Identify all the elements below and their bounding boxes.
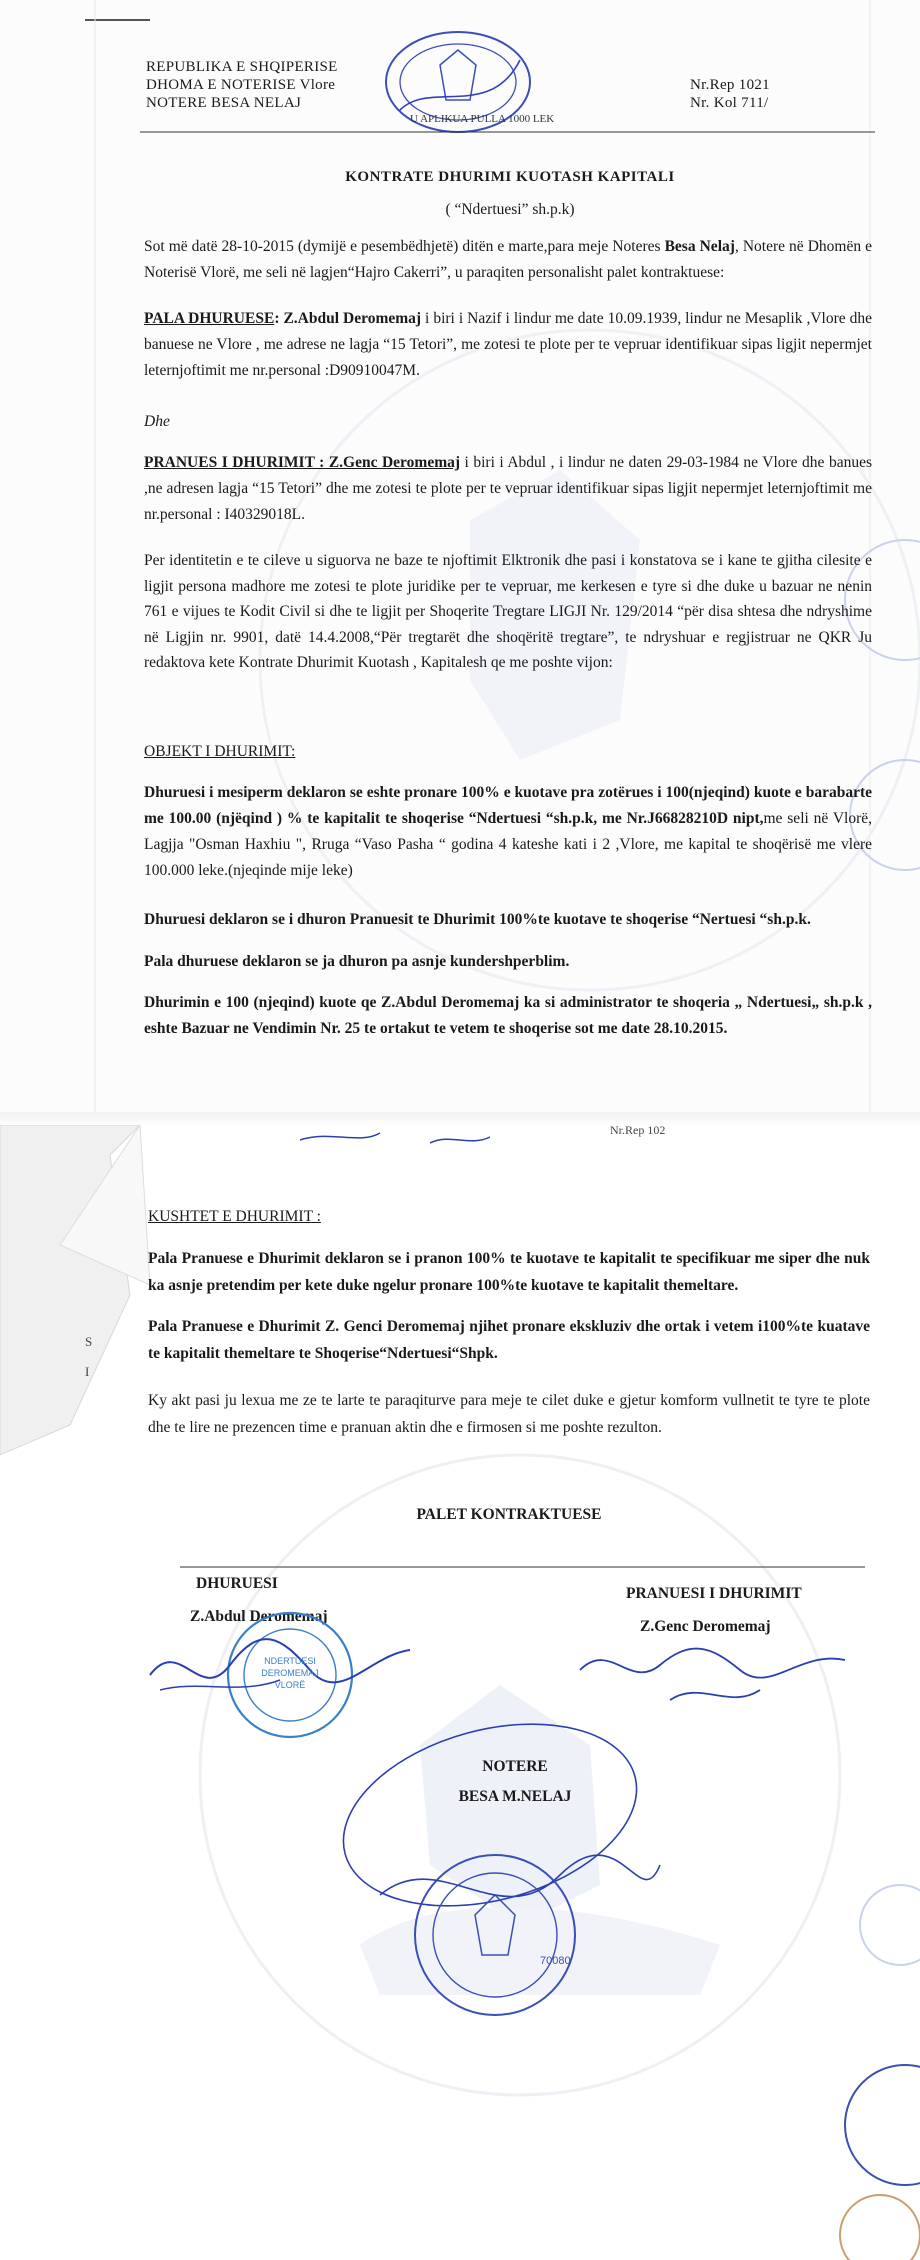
parties-heading: PALET KONTRAKTUESE [416, 1506, 602, 1523]
notary-signature-name: BESA M.NELAJ [458, 1788, 572, 1805]
intro-paragraph [144, 234, 872, 286]
page-separator [0, 1112, 920, 1126]
header-rule [140, 130, 880, 134]
notary-stamp-number: 70080 [540, 1955, 571, 1967]
donor-name: : Z.Abdul Deromemaj [274, 310, 422, 327]
header-left [146, 58, 338, 112]
object-paragraph-4: Dhurimin e 100 (njeqind) kuote qe Z.Abdul Deromemaj ka si administrator te shoqeria „ Ndertuesi„ sh.p.k , eshte Bazuar ne Vendimin Nr. 25 te ortakut te vetem te shoqerise sot me date 28.10.2015. [144, 994, 872, 1037]
page2-rep-fragment: Nr.Rep 102 [610, 1125, 666, 1137]
header-rep-number: Nr.Rep 1021 [690, 77, 770, 93]
margin-fragment-i: I [85, 1364, 90, 1379]
conditions-paragraph-1: Pala Pranuese e Dhurimit deklaron se i pranon 100% te kuotave te kapitalit te specifikuar me siper dhe nuk ka asnje pretendim per kete duke ngelur pronare 100%te kuotave te kapitalit themeltare. [148, 1250, 870, 1294]
donor-paragraph [144, 306, 872, 384]
header-kol-number: Nr. Kol 711/ [690, 95, 769, 111]
header-notary: NOTERE BESA NELAJ [146, 95, 302, 111]
intro-text-2: , Notere në Dhomën e Noterisë Vlorë, me seli në lagjen“Hajro Cakerri”, u paraqiten personalisht palet kontraktuese: [144, 238, 872, 281]
contract-title: KONTRATE DHURIMI KUOTASH KAPITALI [345, 169, 675, 185]
company-stamp-text: NDERTUESI DEROMEMAJ VLORË [261, 1656, 319, 1690]
recipient-text: i biri i Abdul , i lindur ne daten 29-03-1984 ne Vlore dhe banues ,ne adresen lagja “15 Tetori” dhe me zotesi te plote per te vepruar identifikuar sipas ligjit nepermjet leternjoftimit me nr.personal : I40329018L. [144, 454, 872, 523]
object-paragraph-2: Dhuruesi deklaron se i dhuron Pranuesit te Dhurimit 100%te kuotave te shoqerise “Nertuesi “sh.p.k. [144, 911, 811, 928]
donor-label: PALA DHURUESE [144, 310, 275, 327]
object-paragraph-1 [144, 780, 872, 884]
donor-signature-name: Z.Abdul Deromemaj [190, 1608, 328, 1625]
recipient-paragraph [144, 450, 872, 528]
object-ownership-text: Dhuruesi i mesiperm deklaron se eshte pronare 100% e kuotave pra zotërues i 100(njeqind) kuote e barabarte me 100.00 (njëqind ) % te kapitalit te shoqerise “Ndertuesi “sh.p.k, me Nr.J66828210D nipt, [144, 784, 872, 827]
closing-paragraph: Ky akt pasi ju lexua me ze te larte te paraqiturve para meje te cilet duke e gjetur komform vullnetit te tyre te plote dhe te lire ne prezencen time e pranuan aktin dhe e firmosen si me poshte rezulton. [148, 1392, 870, 1436]
object-heading: OBJEKT I DHURIMIT: [144, 743, 296, 760]
header-chamber: DHOMA E NOTERISE Vlore [146, 77, 336, 93]
conditions-heading: KUSHTET E DHURIMIT : [148, 1208, 321, 1225]
recipient-label: PRANUES I DHURIMIT : Z.Genc Deromemaj [144, 454, 461, 471]
document-page-1 [0, 0, 920, 1115]
margin-fragment-s: S [85, 1334, 93, 1349]
recipient-signature-name: Z.Genc Deromemaj [640, 1618, 771, 1635]
conditions-paragraph-2: Pala Pranuese e Dhurimit Z. Genci Deromemaj njihet pronare ekskluziv dhe ortak i vetem i100%te kuatave te kapitalit themeltare te Shoqerise“Ndertuesi“Shpk. [148, 1318, 870, 1362]
header-right [690, 76, 770, 112]
identity-paragraph: Per identitetin e te cileve u siguorva ne baze te njoftimit Elktronik dhe pasi i konstatova se i kane te gjitha cilesite e ligjit persona madhore me zotesi te plote juridike per te vepruar, me kerkesen e tyre si dhe duke u bazuar ne nenin 761 e vijues te Kodit Civil si dhe te ligjit per Shoqerite Tregtare LIGJI Nr. 129/2014 “për disa shtesa dhe ndryshime në Ligjin nr. 9901, datë 14.4.2008,“Për tregtarët dhe shoqëritë tregtare”, te ndryshuar e regjistruar ne QKR Ju redaktova kete Kontrate Dhurimit Kuotash , Kapitalesh qe me poshte vijon: [144, 552, 872, 671]
notary-signature-and-seal [320, 1695, 700, 2035]
recipient-signature-label: PRANUESI I DHURIMIT [626, 1585, 802, 1602]
stamp-fee-caption: U APLIKUA PULLA 1000 LEK [410, 113, 555, 125]
object-address-text: me seli në Vlorë, Lagjja "Osman Haxhiu ", Rruga “Vaso Pasha “ godina 4 kateshe kati i 2 ,Vlore, me kapital te shoqërisë me vlere 100.000 leke.(njeqinde mije leke) [144, 810, 872, 879]
donor-text: i biri i Nazif i lindur me date 10.09.1939, lindur ne Mesaplik ,Vlore dhe banuese ne Vlore , me adrese ne lagja “15 Tetori”, me zotesi te plote per te vepruar identifikuar sipas ligjit nepermjet leternjoftimit me nr.personal :D90910047M. [144, 310, 872, 379]
donor-signature-label: DHURUESI [196, 1575, 278, 1592]
notary-signature-label: NOTERE [482, 1758, 548, 1775]
intro-notary-name: Besa Nelaj [664, 238, 735, 255]
header-republic: REPUBLIKA E SHQIPERISE [146, 59, 338, 75]
object-paragraph-3: Pala dhuruese deklaron se ja dhuron pa asnje kundershperblim. [144, 953, 570, 970]
signature-rule [180, 1565, 870, 1569]
document-page-2 [0, 1125, 920, 2260]
contract-subtitle: ( “Ndertuesi” sh.p.k) [445, 201, 575, 218]
intro-text-1: Sot më datë 28-10-2015 (dymijë e pesembëdhjetë) ditën e marte,para meje Noteres [144, 238, 665, 255]
conjunction-dhe: Dhe [144, 413, 170, 430]
